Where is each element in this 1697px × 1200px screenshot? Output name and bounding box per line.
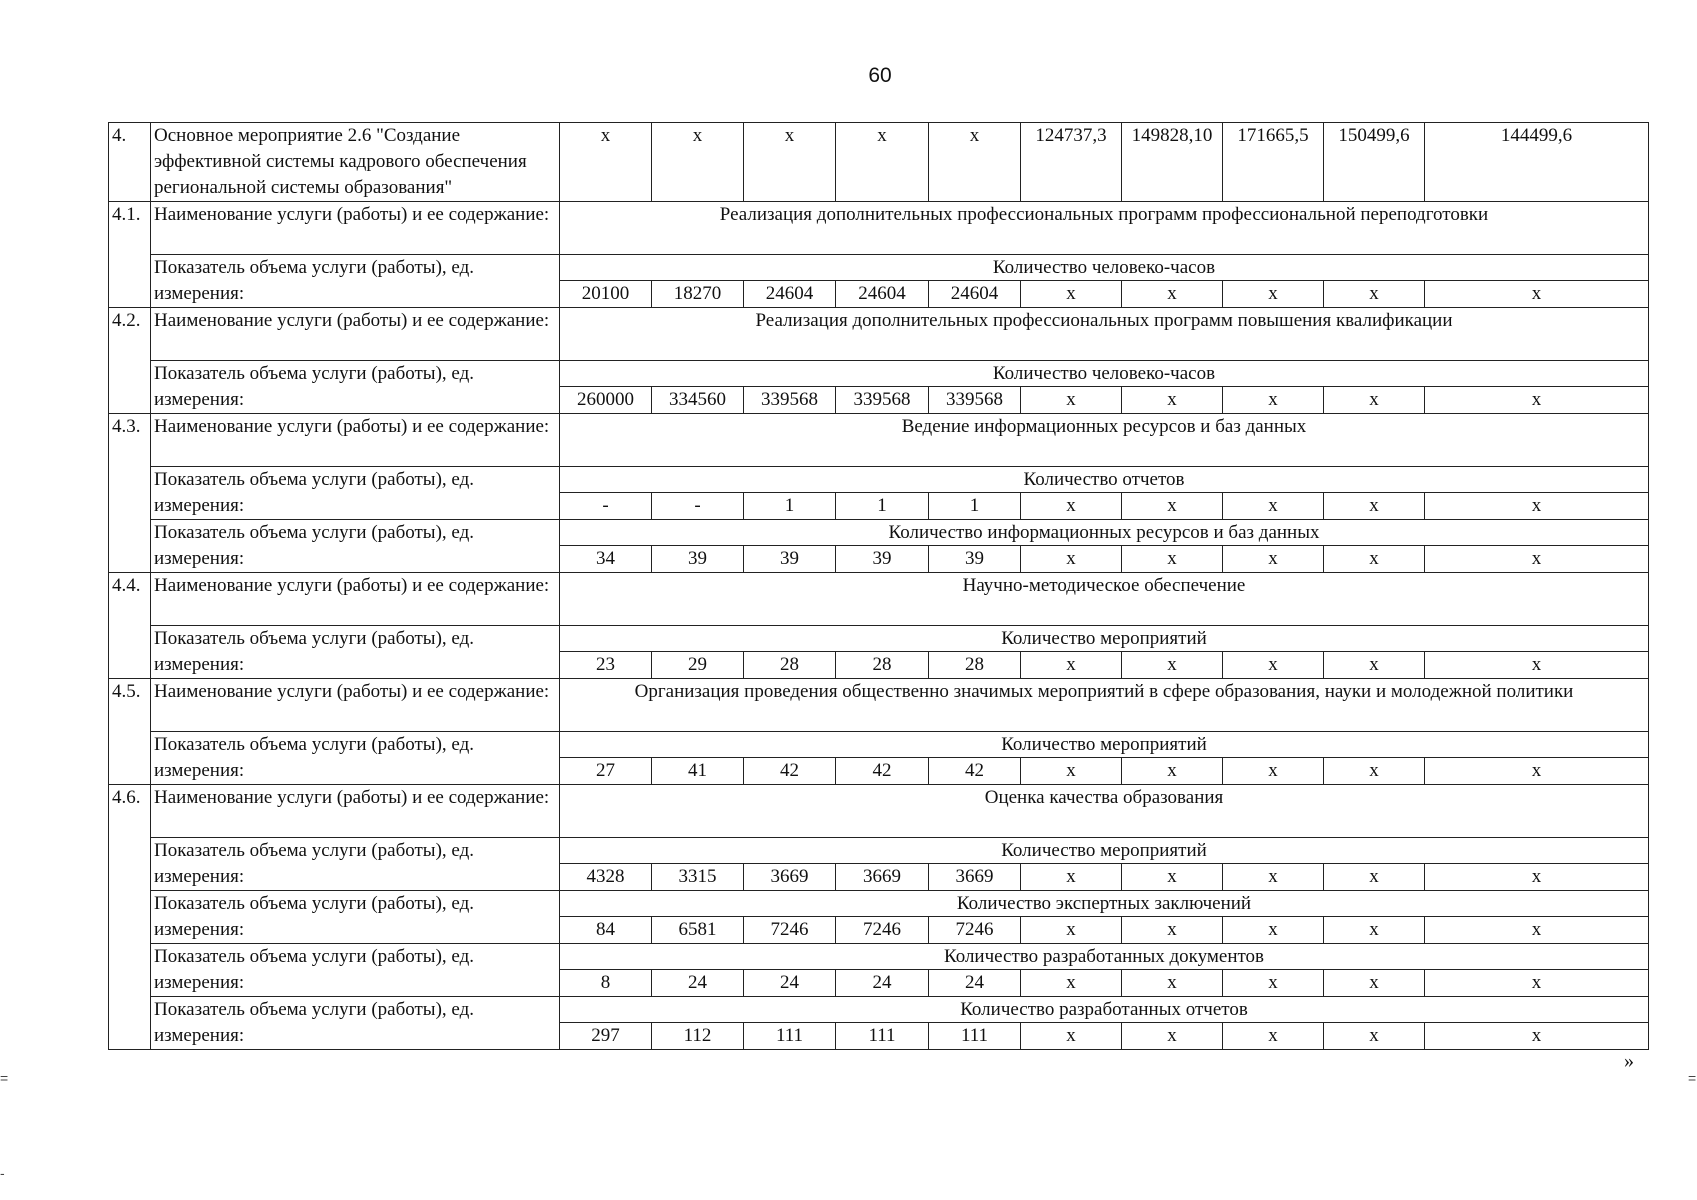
value-cell: x <box>1021 758 1122 785</box>
value-cell: 24604 <box>744 281 836 308</box>
indicator-unit: Количество разработанных документов <box>560 944 1649 970</box>
value-cell: 6581 <box>652 917 744 944</box>
service-name: Реализация дополнительных профессиональных программ повышения квалификации <box>560 308 1649 361</box>
value-cell: 260000 <box>560 387 652 414</box>
value-cell: x <box>1122 758 1223 785</box>
value-cell: x <box>1223 917 1324 944</box>
service-name-label: Наименование услуги (работы) и ее содержание: <box>151 573 560 626</box>
table-row-service-name <box>109 202 1649 255</box>
value-cell: x <box>652 123 744 202</box>
value-cell: 24604 <box>836 281 929 308</box>
table-row-service-name <box>109 308 1649 361</box>
value-cell: 1 <box>836 493 929 520</box>
value-cell: 339568 <box>744 387 836 414</box>
value-cell: 3669 <box>929 864 1021 891</box>
service-name: Ведение информационных ресурсов и баз данных <box>560 414 1649 467</box>
value-cell: 24 <box>836 970 929 997</box>
value-cell: 39 <box>744 546 836 573</box>
service-name-label: Наименование услуги (работы) и ее содержание: <box>151 202 560 255</box>
value-cell: x <box>1122 652 1223 679</box>
value-cell: x <box>1122 281 1223 308</box>
value-cell: 111 <box>929 1023 1021 1050</box>
value-cell: x <box>1425 281 1649 308</box>
value-cell: 42 <box>744 758 836 785</box>
value-cell: 144499,6 <box>1425 123 1649 202</box>
value-cell: x <box>1324 387 1425 414</box>
value-cell: x <box>1324 281 1425 308</box>
value-cell: 334560 <box>652 387 744 414</box>
value-cell: x <box>836 123 929 202</box>
indicator-unit: Количество мероприятий <box>560 732 1649 758</box>
indicator-unit: Количество отчетов <box>560 467 1649 493</box>
value-cell: 28 <box>744 652 836 679</box>
value-cell: x <box>1223 546 1324 573</box>
value-cell: 297 <box>560 1023 652 1050</box>
service-number: 4.4. <box>109 573 151 679</box>
closing-quote: » <box>1624 1050 1634 1072</box>
table-row-indicator-unit <box>109 838 1649 864</box>
service-number: 4.6. <box>109 785 151 1050</box>
value-cell: 339568 <box>929 387 1021 414</box>
indicator-label: Показатель объема услуги (работы), ед. измерения: <box>151 891 560 944</box>
indicator-unit: Количество разработанных отчетов <box>560 997 1649 1023</box>
value-cell: x <box>1223 1023 1324 1050</box>
value-cell: 24 <box>929 970 1021 997</box>
value-cell: 7246 <box>836 917 929 944</box>
value-cell: 84 <box>560 917 652 944</box>
table-row-indicator-unit <box>109 467 1649 493</box>
value-cell: x <box>1223 493 1324 520</box>
value-cell: 112 <box>652 1023 744 1050</box>
value-cell: x <box>1324 917 1425 944</box>
value-cell: 39 <box>836 546 929 573</box>
table-row-indicator-unit <box>109 626 1649 652</box>
value-cell: 28 <box>929 652 1021 679</box>
value-cell: 1 <box>744 493 836 520</box>
service-name-label: Наименование услуги (работы) и ее содержание: <box>151 785 560 838</box>
table-row-indicator-unit <box>109 255 1649 281</box>
value-cell: x <box>1324 546 1425 573</box>
indicator-label: Показатель объема услуги (работы), ед. измерения: <box>151 838 560 891</box>
value-cell: 39 <box>652 546 744 573</box>
value-cell: x <box>1122 493 1223 520</box>
value-cell: 7246 <box>744 917 836 944</box>
value-cell: x <box>1223 864 1324 891</box>
indicator-label: Показатель объема услуги (работы), ед. измерения: <box>151 732 560 785</box>
table-row-indicator-unit <box>109 997 1649 1023</box>
service-name: Оценка качества образования <box>560 785 1649 838</box>
value-cell: x <box>1021 387 1122 414</box>
table-row-service-name <box>109 785 1649 838</box>
value-cell: x <box>1021 281 1122 308</box>
value-cell: x <box>744 123 836 202</box>
row-number: 4. <box>109 123 151 202</box>
value-cell: 339568 <box>836 387 929 414</box>
indicator-label: Показатель объема услуги (работы), ед. измерения: <box>151 467 560 520</box>
value-cell: - <box>560 493 652 520</box>
value-cell: x <box>1122 546 1223 573</box>
value-cell: x <box>1223 970 1324 997</box>
indicator-unit: Количество мероприятий <box>560 838 1649 864</box>
value-cell: 8 <box>560 970 652 997</box>
right-margin-mark: = <box>1688 1070 1697 1086</box>
value-cell: 111 <box>744 1023 836 1050</box>
indicator-unit: Количество экспертных заключений <box>560 891 1649 917</box>
value-cell: 34 <box>560 546 652 573</box>
page-number: 60 <box>868 64 892 87</box>
value-cell: 42 <box>836 758 929 785</box>
value-cell: x <box>1425 917 1649 944</box>
value-cell: 3315 <box>652 864 744 891</box>
value-cell: x <box>1021 546 1122 573</box>
value-cell: 28 <box>836 652 929 679</box>
value-cell: x <box>1021 917 1122 944</box>
value-cell: x <box>1021 493 1122 520</box>
indicator-unit: Количество мероприятий <box>560 626 1649 652</box>
left-margin-mark: = <box>0 1070 9 1086</box>
value-cell: x <box>1324 758 1425 785</box>
value-cell: x <box>1425 1023 1649 1050</box>
value-cell: x <box>1021 1023 1122 1050</box>
value-cell: x <box>1122 1023 1223 1050</box>
service-name: Организация проведения общественно значимых мероприятий в сфере образования, науки и молодежной политики <box>560 679 1649 732</box>
value-cell: 24604 <box>929 281 1021 308</box>
service-number: 4.2. <box>109 308 151 414</box>
value-cell: 24 <box>744 970 836 997</box>
value-cell: x <box>1324 1023 1425 1050</box>
value-cell: x <box>1122 864 1223 891</box>
value-cell: 3669 <box>744 864 836 891</box>
service-name-label: Наименование услуги (работы) и ее содержание: <box>151 679 560 732</box>
value-cell: x <box>1425 493 1649 520</box>
value-cell: x <box>1324 970 1425 997</box>
value-cell: 42 <box>929 758 1021 785</box>
indicator-label: Показатель объема услуги (работы), ед. измерения: <box>151 361 560 414</box>
value-cell: - <box>652 493 744 520</box>
value-cell: x <box>1223 758 1324 785</box>
service-name: Реализация дополнительных профессиональных программ профессиональной переподготовки <box>560 202 1649 255</box>
value-cell: 39 <box>929 546 1021 573</box>
value-cell: x <box>1122 917 1223 944</box>
service-name: Научно-методическое обеспечение <box>560 573 1649 626</box>
value-cell: 3669 <box>836 864 929 891</box>
value-cell: 18270 <box>652 281 744 308</box>
value-cell: 29 <box>652 652 744 679</box>
indicator-label: Показатель объема услуги (работы), ед. измерения: <box>151 626 560 679</box>
value-cell: 149828,10 <box>1122 123 1223 202</box>
value-cell: x <box>1425 864 1649 891</box>
value-cell: 7246 <box>929 917 1021 944</box>
value-cell: x <box>1425 387 1649 414</box>
program-table-body <box>109 123 1649 1050</box>
value-cell: 24 <box>652 970 744 997</box>
table-row-indicator-unit <box>109 520 1649 546</box>
value-cell: x <box>1425 652 1649 679</box>
indicator-unit: Количество человеко-часов <box>560 255 1649 281</box>
value-cell: x <box>1425 758 1649 785</box>
value-cell: x <box>1021 652 1122 679</box>
table-row-indicator-unit <box>109 361 1649 387</box>
value-cell: x <box>929 123 1021 202</box>
service-name-label: Наименование услуги (работы) и ее содержание: <box>151 414 560 467</box>
value-cell: x <box>1122 970 1223 997</box>
value-cell: x <box>1324 652 1425 679</box>
bottom-margin-mark: - <box>0 1165 5 1181</box>
program-table <box>108 122 1649 1050</box>
table-row-service-name <box>109 573 1649 626</box>
value-cell: x <box>1021 864 1122 891</box>
value-cell: x <box>1324 864 1425 891</box>
value-cell: 124737,3 <box>1021 123 1122 202</box>
value-cell: x <box>1425 970 1649 997</box>
service-number: 4.3. <box>109 414 151 573</box>
value-cell: x <box>1223 652 1324 679</box>
value-cell: x <box>1223 281 1324 308</box>
service-name-label: Наименование услуги (работы) и ее содержание: <box>151 308 560 361</box>
value-cell: 171665,5 <box>1223 123 1324 202</box>
service-number: 4.5. <box>109 679 151 785</box>
table-row-indicator-unit <box>109 944 1649 970</box>
table-row-main-activity <box>109 123 1649 202</box>
table-row-service-name <box>109 679 1649 732</box>
table-row-indicator-unit <box>109 891 1649 917</box>
indicator-unit: Количество информационных ресурсов и баз данных <box>560 520 1649 546</box>
indicator-unit: Количество человеко-часов <box>560 361 1649 387</box>
activity-label: Основное мероприятие 2.6 "Создание эффективной системы кадрового обеспечения региональной системы образования" <box>151 123 560 202</box>
value-cell: x <box>1425 546 1649 573</box>
value-cell: x <box>1122 387 1223 414</box>
service-number: 4.1. <box>109 202 151 308</box>
table-row-indicator-unit <box>109 732 1649 758</box>
indicator-label: Показатель объема услуги (работы), ед. измерения: <box>151 520 560 573</box>
value-cell: 111 <box>836 1023 929 1050</box>
value-cell: x <box>560 123 652 202</box>
indicator-label: Показатель объема услуги (работы), ед. измерения: <box>151 944 560 997</box>
indicator-label: Показатель объема услуги (работы), ед. измерения: <box>151 997 560 1050</box>
table-row-service-name <box>109 414 1649 467</box>
value-cell: x <box>1223 387 1324 414</box>
value-cell: 4328 <box>560 864 652 891</box>
indicator-label: Показатель объема услуги (работы), ед. измерения: <box>151 255 560 308</box>
value-cell: 27 <box>560 758 652 785</box>
value-cell: 150499,6 <box>1324 123 1425 202</box>
value-cell: 20100 <box>560 281 652 308</box>
value-cell: x <box>1324 493 1425 520</box>
value-cell: x <box>1021 970 1122 997</box>
value-cell: 41 <box>652 758 744 785</box>
value-cell: 23 <box>560 652 652 679</box>
value-cell: 1 <box>929 493 1021 520</box>
